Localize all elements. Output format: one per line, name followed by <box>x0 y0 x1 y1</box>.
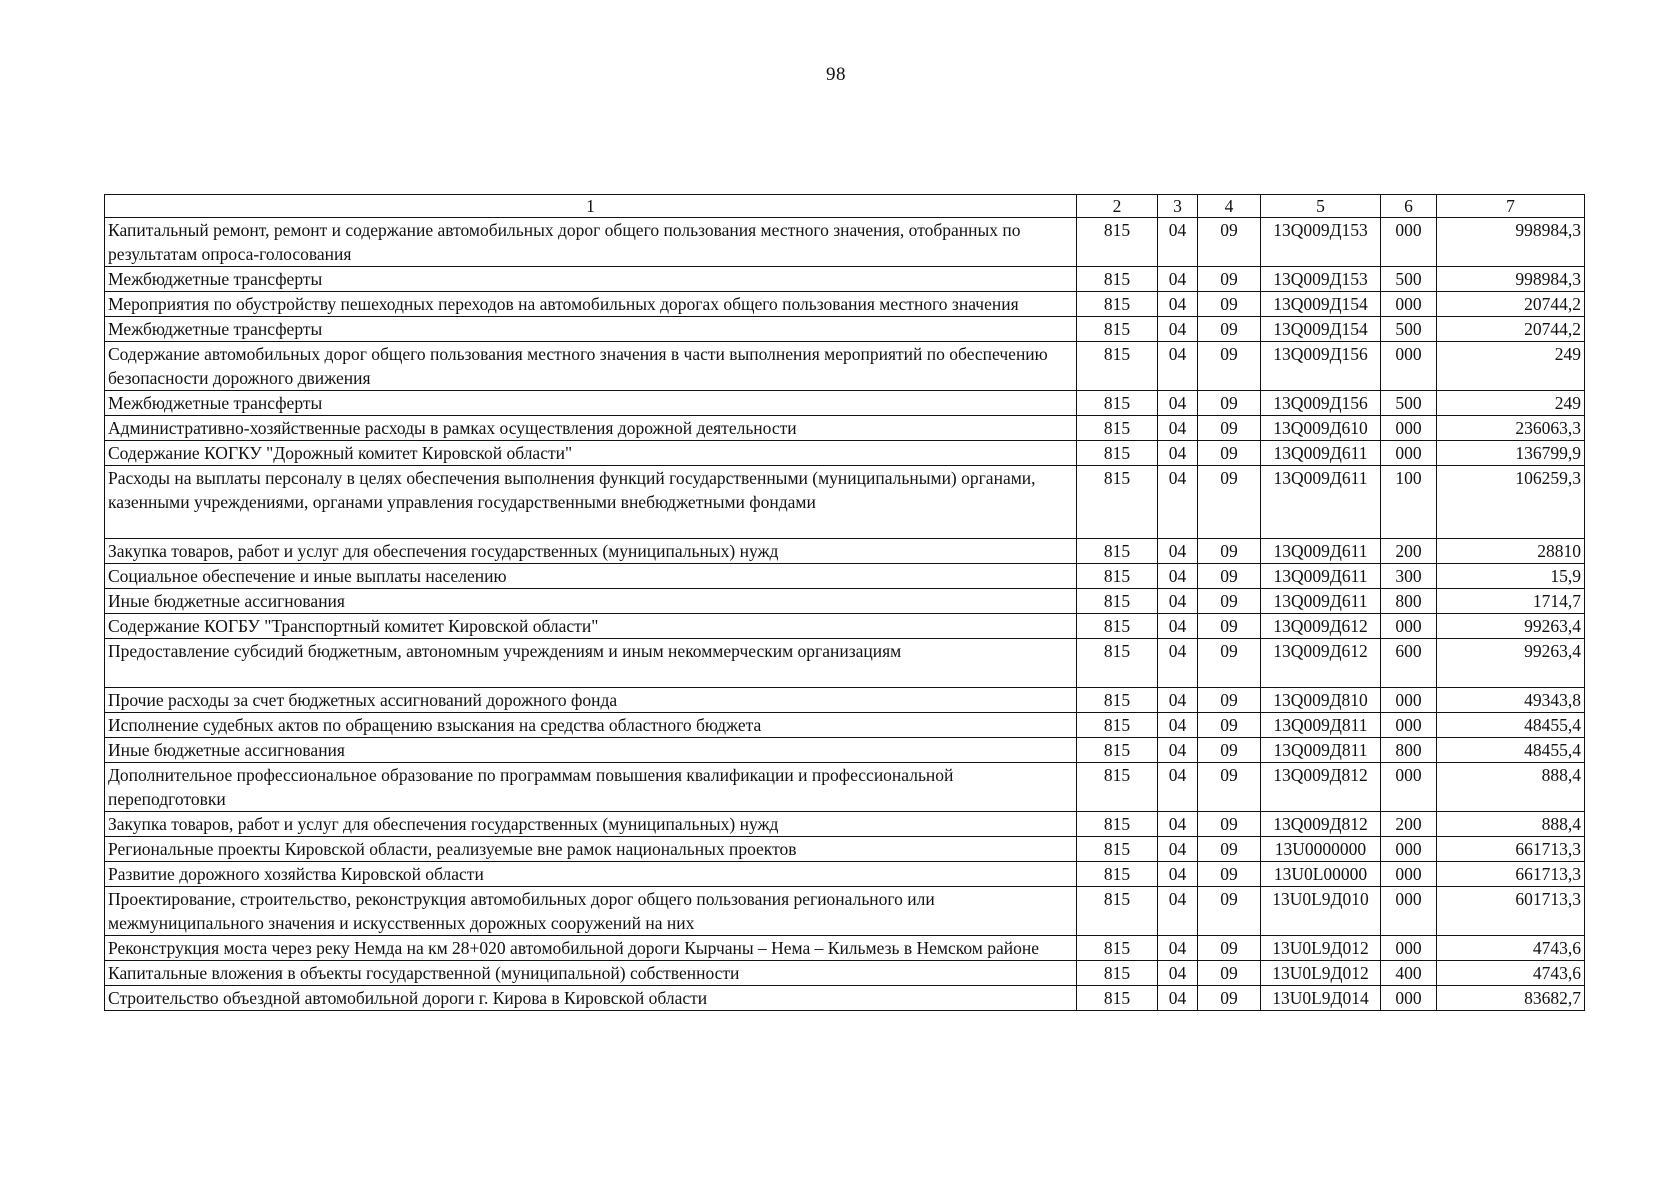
expense-type-cell: 000 <box>1381 441 1437 466</box>
target-article-cell: 13U0L00000 <box>1261 862 1381 887</box>
subsection-code-cell: 09 <box>1198 218 1261 267</box>
table-row <box>105 887 1585 936</box>
row-name-cell: Прочие расходы за счет бюджетных ассигнований дорожного фонда <box>105 688 1077 713</box>
row-name-cell: Проектирование, строительство, реконструкция автомобильных дорог общего пользования регионального или межмуниципального значения и искусственных дорожных сооружений на них <box>105 887 1077 936</box>
amount-cell: 99263,4 <box>1437 639 1585 688</box>
subsection-code-cell: 09 <box>1198 267 1261 292</box>
amount-cell: 888,4 <box>1437 763 1585 812</box>
ministry-code-cell: 815 <box>1077 292 1158 317</box>
target-article-cell: 13U0000000 <box>1261 837 1381 862</box>
section-code-cell: 04 <box>1158 218 1198 267</box>
column-header-7: 7 <box>1437 195 1585 218</box>
amount-cell: 28810 <box>1437 539 1585 564</box>
table-row <box>105 862 1585 887</box>
section-code-cell: 04 <box>1158 539 1198 564</box>
row-name-cell: Реконструкция моста через реку Немда на км 28+020 автомобильной дороги Кырчаны – Нема – Кильмезь в Немском районе <box>105 936 1077 961</box>
amount-cell: 249 <box>1437 342 1585 391</box>
table-row <box>105 416 1585 441</box>
ministry-code-cell: 815 <box>1077 589 1158 614</box>
section-code-cell: 04 <box>1158 887 1198 936</box>
target-article-cell: 13Q009Д612 <box>1261 639 1381 688</box>
ministry-code-cell: 815 <box>1077 342 1158 391</box>
column-header-1: 1 <box>105 195 1077 218</box>
table-row <box>105 589 1585 614</box>
row-name-cell: Межбюджетные трансферты <box>105 317 1077 342</box>
table-row <box>105 539 1585 564</box>
table-row <box>105 961 1585 986</box>
amount-cell: 661713,3 <box>1437 862 1585 887</box>
expense-type-cell: 000 <box>1381 292 1437 317</box>
target-article-cell: 13Q009Д611 <box>1261 466 1381 539</box>
section-code-cell: 04 <box>1158 589 1198 614</box>
target-article-cell: 13Q009Д156 <box>1261 342 1381 391</box>
row-name-cell: Иные бюджетные ассигнования <box>105 738 1077 763</box>
expense-type-cell: 500 <box>1381 317 1437 342</box>
table-row <box>105 218 1585 267</box>
table-row <box>105 812 1585 837</box>
table-row <box>105 614 1585 639</box>
amount-cell: 48455,4 <box>1437 713 1585 738</box>
subsection-code-cell: 09 <box>1198 688 1261 713</box>
section-code-cell: 04 <box>1158 391 1198 416</box>
subsection-code-cell: 09 <box>1198 589 1261 614</box>
row-name-cell: Содержание автомобильных дорог общего пользования местного значения в части выполнения мероприятий по обеспечению безопасности дорожного движения <box>105 342 1077 391</box>
subsection-code-cell: 09 <box>1198 539 1261 564</box>
expense-type-cell: 000 <box>1381 688 1437 713</box>
row-name-cell: Иные бюджетные ассигнования <box>105 589 1077 614</box>
table-row <box>105 342 1585 391</box>
subsection-code-cell: 09 <box>1198 416 1261 441</box>
section-code-cell: 04 <box>1158 441 1198 466</box>
expense-type-cell: 000 <box>1381 936 1437 961</box>
table-row <box>105 391 1585 416</box>
expense-type-cell: 000 <box>1381 713 1437 738</box>
amount-cell: 136799,9 <box>1437 441 1585 466</box>
table-row <box>105 466 1585 539</box>
amount-cell: 15,9 <box>1437 564 1585 589</box>
expense-type-cell: 300 <box>1381 564 1437 589</box>
target-article-cell: 13U0L9Д010 <box>1261 887 1381 936</box>
ministry-code-cell: 815 <box>1077 738 1158 763</box>
target-article-cell: 13Q009Д611 <box>1261 539 1381 564</box>
expense-type-cell: 200 <box>1381 539 1437 564</box>
table-row <box>105 441 1585 466</box>
row-name-cell: Дополнительное профессиональное образование по программам повышения квалификации и профессиональной переподготовки <box>105 763 1077 812</box>
subsection-code-cell: 09 <box>1198 862 1261 887</box>
target-article-cell: 13Q009Д153 <box>1261 267 1381 292</box>
table-row <box>105 713 1585 738</box>
target-article-cell: 13U0L9Д014 <box>1261 986 1381 1011</box>
subsection-code-cell: 09 <box>1198 837 1261 862</box>
subsection-code-cell: 09 <box>1198 738 1261 763</box>
target-article-cell: 13Q009Д156 <box>1261 391 1381 416</box>
ministry-code-cell: 815 <box>1077 539 1158 564</box>
column-header-5: 5 <box>1261 195 1381 218</box>
section-code-cell: 04 <box>1158 713 1198 738</box>
row-name-cell: Капитальные вложения в объекты государственной (муниципальной) собственности <box>105 961 1077 986</box>
target-article-cell: 13U0L9Д012 <box>1261 961 1381 986</box>
subsection-code-cell: 09 <box>1198 441 1261 466</box>
section-code-cell: 04 <box>1158 738 1198 763</box>
row-name-cell: Региональные проекты Кировской области, реализуемые вне рамок национальных проектов <box>105 837 1077 862</box>
amount-cell: 998984,3 <box>1437 267 1585 292</box>
ministry-code-cell: 815 <box>1077 317 1158 342</box>
expense-type-cell: 100 <box>1381 466 1437 539</box>
column-header-2: 2 <box>1077 195 1158 218</box>
row-name-cell: Развитие дорожного хозяйства Кировской области <box>105 862 1077 887</box>
expense-type-cell: 600 <box>1381 639 1437 688</box>
expense-type-cell: 000 <box>1381 986 1437 1011</box>
subsection-code-cell: 09 <box>1198 986 1261 1011</box>
column-header-6: 6 <box>1381 195 1437 218</box>
section-code-cell: 04 <box>1158 564 1198 589</box>
section-code-cell: 04 <box>1158 342 1198 391</box>
ministry-code-cell: 815 <box>1077 267 1158 292</box>
section-code-cell: 04 <box>1158 936 1198 961</box>
ministry-code-cell: 815 <box>1077 713 1158 738</box>
subsection-code-cell: 09 <box>1198 763 1261 812</box>
ministry-code-cell: 815 <box>1077 639 1158 688</box>
table-row <box>105 763 1585 812</box>
expense-type-cell: 800 <box>1381 738 1437 763</box>
table-row <box>105 317 1585 342</box>
subsection-code-cell: 09 <box>1198 961 1261 986</box>
table-row <box>105 738 1585 763</box>
row-name-cell: Закупка товаров, работ и услуг для обеспечения государственных (муниципальных) нужд <box>105 812 1077 837</box>
amount-cell: 99263,4 <box>1437 614 1585 639</box>
row-name-cell: Закупка товаров, работ и услуг для обеспечения государственных (муниципальных) нужд <box>105 539 1077 564</box>
table-header-row <box>105 195 1585 218</box>
subsection-code-cell: 09 <box>1198 391 1261 416</box>
section-code-cell: 04 <box>1158 986 1198 1011</box>
target-article-cell: 13Q009Д154 <box>1261 317 1381 342</box>
ministry-code-cell: 815 <box>1077 936 1158 961</box>
amount-cell: 1714,7 <box>1437 589 1585 614</box>
amount-cell: 888,4 <box>1437 812 1585 837</box>
amount-cell: 48455,4 <box>1437 738 1585 763</box>
subsection-code-cell: 09 <box>1198 936 1261 961</box>
section-code-cell: 04 <box>1158 639 1198 688</box>
target-article-cell: 13Q009Д812 <box>1261 763 1381 812</box>
target-article-cell: 13Q009Д611 <box>1261 564 1381 589</box>
ministry-code-cell: 815 <box>1077 862 1158 887</box>
ministry-code-cell: 815 <box>1077 986 1158 1011</box>
table-row <box>105 936 1585 961</box>
section-code-cell: 04 <box>1158 416 1198 441</box>
ministry-code-cell: 815 <box>1077 441 1158 466</box>
ministry-code-cell: 815 <box>1077 391 1158 416</box>
row-name-cell: Расходы на выплаты персоналу в целях обеспечения выполнения функций государственными (муниципальными) органами, казенными учреждениями, органами управления государственными внебюджетными фондами <box>105 466 1077 539</box>
budget-table <box>104 194 1585 1011</box>
ministry-code-cell: 815 <box>1077 614 1158 639</box>
ministry-code-cell: 815 <box>1077 763 1158 812</box>
section-code-cell: 04 <box>1158 292 1198 317</box>
expense-type-cell: 000 <box>1381 614 1437 639</box>
section-code-cell: 04 <box>1158 267 1198 292</box>
section-code-cell: 04 <box>1158 812 1198 837</box>
table-row <box>105 837 1585 862</box>
ministry-code-cell: 815 <box>1077 837 1158 862</box>
amount-cell: 249 <box>1437 391 1585 416</box>
amount-cell: 661713,3 <box>1437 837 1585 862</box>
column-header-3: 3 <box>1158 195 1198 218</box>
section-code-cell: 04 <box>1158 614 1198 639</box>
section-code-cell: 04 <box>1158 763 1198 812</box>
table-row <box>105 986 1585 1011</box>
expense-type-cell: 200 <box>1381 812 1437 837</box>
target-article-cell: 13Q009Д812 <box>1261 812 1381 837</box>
row-name-cell: Содержание КОГБУ "Транспортный комитет Кировской области" <box>105 614 1077 639</box>
target-article-cell: 13Q009Д811 <box>1261 713 1381 738</box>
subsection-code-cell: 09 <box>1198 614 1261 639</box>
row-name-cell: Социальное обеспечение и иные выплаты населению <box>105 564 1077 589</box>
amount-cell: 49343,8 <box>1437 688 1585 713</box>
table-row <box>105 639 1585 688</box>
expense-type-cell: 500 <box>1381 267 1437 292</box>
expense-type-cell: 000 <box>1381 862 1437 887</box>
amount-cell: 4743,6 <box>1437 936 1585 961</box>
expense-type-cell: 000 <box>1381 837 1437 862</box>
section-code-cell: 04 <box>1158 837 1198 862</box>
table-row <box>105 688 1585 713</box>
expense-type-cell: 400 <box>1381 961 1437 986</box>
row-name-cell: Административно-хозяйственные расходы в рамках осуществления дорожной деятельности <box>105 416 1077 441</box>
row-name-cell: Содержание КОГКУ "Дорожный комитет Кировской области" <box>105 441 1077 466</box>
target-article-cell: 13Q009Д154 <box>1261 292 1381 317</box>
subsection-code-cell: 09 <box>1198 713 1261 738</box>
section-code-cell: 04 <box>1158 961 1198 986</box>
section-code-cell: 04 <box>1158 317 1198 342</box>
ministry-code-cell: 815 <box>1077 961 1158 986</box>
row-name-cell: Капитальный ремонт, ремонт и содержание автомобильных дорог общего пользования местного значения, отобранных по результатам опроса-голосования <box>105 218 1077 267</box>
expense-type-cell: 000 <box>1381 416 1437 441</box>
table-row <box>105 292 1585 317</box>
target-article-cell: 13Q009Д610 <box>1261 416 1381 441</box>
table-row <box>105 267 1585 292</box>
subsection-code-cell: 09 <box>1198 342 1261 391</box>
amount-cell: 601713,3 <box>1437 887 1585 936</box>
ministry-code-cell: 815 <box>1077 218 1158 267</box>
target-article-cell: 13Q009Д811 <box>1261 738 1381 763</box>
row-name-cell: Предоставление субсидий бюджетным, автономным учреждениям и иным некоммерческим организациям <box>105 639 1077 688</box>
section-code-cell: 04 <box>1158 466 1198 539</box>
subsection-code-cell: 09 <box>1198 466 1261 539</box>
ministry-code-cell: 815 <box>1077 466 1158 539</box>
amount-cell: 83682,7 <box>1437 986 1585 1011</box>
ministry-code-cell: 815 <box>1077 416 1158 441</box>
amount-cell: 20744,2 <box>1437 317 1585 342</box>
row-name-cell: Мероприятия по обустройству пешеходных переходов на автомобильных дорогах общего пользования местного значения <box>105 292 1077 317</box>
target-article-cell: 13Q009Д611 <box>1261 589 1381 614</box>
section-code-cell: 04 <box>1158 688 1198 713</box>
expense-type-cell: 500 <box>1381 391 1437 416</box>
target-article-cell: 13U0L9Д012 <box>1261 936 1381 961</box>
subsection-code-cell: 09 <box>1198 812 1261 837</box>
target-article-cell: 13Q009Д612 <box>1261 614 1381 639</box>
row-name-cell: Строительство объездной автомобильной дороги г. Кирова в Кировской области <box>105 986 1077 1011</box>
target-article-cell: 13Q009Д611 <box>1261 441 1381 466</box>
subsection-code-cell: 09 <box>1198 564 1261 589</box>
column-header-4: 4 <box>1198 195 1261 218</box>
row-name-cell: Исполнение судебных актов по обращению взыскания на средства областного бюджета <box>105 713 1077 738</box>
page-number: 98 <box>826 64 846 85</box>
amount-cell: 106259,3 <box>1437 466 1585 539</box>
amount-cell: 20744,2 <box>1437 292 1585 317</box>
target-article-cell: 13Q009Д810 <box>1261 688 1381 713</box>
expense-type-cell: 000 <box>1381 887 1437 936</box>
subsection-code-cell: 09 <box>1198 292 1261 317</box>
ministry-code-cell: 815 <box>1077 564 1158 589</box>
subsection-code-cell: 09 <box>1198 317 1261 342</box>
section-code-cell: 04 <box>1158 862 1198 887</box>
ministry-code-cell: 815 <box>1077 887 1158 936</box>
expense-type-cell: 000 <box>1381 342 1437 391</box>
row-name-cell: Межбюджетные трансферты <box>105 391 1077 416</box>
subsection-code-cell: 09 <box>1198 887 1261 936</box>
amount-cell: 998984,3 <box>1437 218 1585 267</box>
table-row <box>105 564 1585 589</box>
row-name-cell: Межбюджетные трансферты <box>105 267 1077 292</box>
ministry-code-cell: 815 <box>1077 688 1158 713</box>
target-article-cell: 13Q009Д153 <box>1261 218 1381 267</box>
subsection-code-cell: 09 <box>1198 639 1261 688</box>
ministry-code-cell: 815 <box>1077 812 1158 837</box>
amount-cell: 236063,3 <box>1437 416 1585 441</box>
expense-type-cell: 800 <box>1381 589 1437 614</box>
amount-cell: 4743,6 <box>1437 961 1585 986</box>
expense-type-cell: 000 <box>1381 218 1437 267</box>
expense-type-cell: 000 <box>1381 763 1437 812</box>
